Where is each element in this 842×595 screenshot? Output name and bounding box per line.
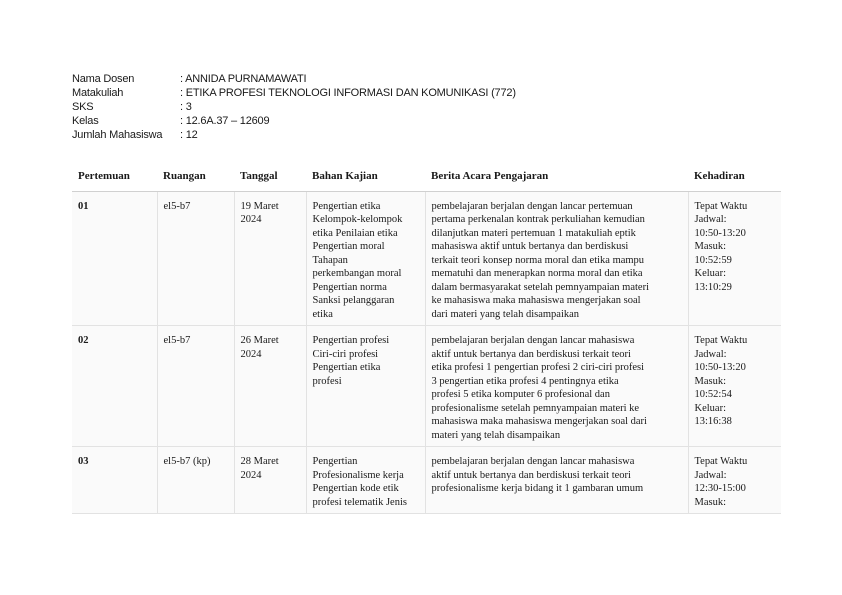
berita-line: aktif untuk bertanya dan berdiskusi terkait teori: [431, 348, 631, 360]
cell-ruangan: el5-b7: [157, 326, 234, 447]
course-info-row: [72, 72, 516, 86]
header-berita-acara: Berita Acara Pengajaran: [425, 162, 688, 191]
tanggal-line: 28 Maret: [240, 456, 279, 467]
berita-line: dari materi yang telah disampaikan: [431, 308, 580, 320]
cell-kehadiran: [688, 326, 781, 447]
bahan-line: profesi telematik Jenis: [312, 496, 407, 508]
bahan-line: Pengertian kode etik: [312, 483, 399, 494]
course-info-row: [72, 86, 516, 100]
course-info-row: [72, 128, 516, 142]
bahan-line: Profesionalisme kerja: [312, 469, 404, 481]
cell-bahan-kajian: [306, 191, 425, 326]
kehadiran-line: 10:52:59: [694, 254, 732, 266]
cell-tanggal: [234, 191, 306, 326]
bahan-line: Tahapan: [312, 254, 348, 266]
header-kehadiran: Kehadiran: [688, 162, 781, 191]
table-header-row: [72, 162, 781, 191]
berita-line: terkait teori konsep norma moral dan etika mampu: [431, 254, 645, 266]
cell-tanggal: [234, 447, 306, 514]
course-info-value: : 3: [180, 101, 192, 113]
header-pertemuan: Pertemuan: [72, 162, 157, 191]
cell-kehadiran: [688, 447, 781, 514]
course-info: [72, 72, 516, 142]
table-row: [72, 447, 781, 514]
bahan-line: profesi: [312, 375, 342, 387]
bahan-line: Pengertian: [312, 456, 358, 467]
berita-line: pembelajaran berjalan dengan lancar pertemuan: [431, 200, 633, 212]
bahan-line: Pengertian moral: [312, 241, 385, 252]
header-bahan-kajian: Bahan Kajian: [306, 162, 425, 191]
header-tanggal: Tanggal: [234, 162, 306, 191]
berita-line: pertama perkenalan kontrak perkuliahan kemudian: [431, 214, 645, 225]
kehadiran-line: 10:52:54: [694, 389, 732, 400]
table-row: [72, 191, 781, 326]
tanggal-line: 19 Maret: [240, 200, 279, 212]
kehadiran-line: Tepat Waktu: [694, 200, 748, 212]
berita-line: mahasiswa aktif untuk bertanya dan berdiskusi: [431, 241, 629, 252]
berita-line: ke mahasiswa maka mahasiswa mengerjakan soal: [431, 295, 641, 306]
cell-bahan-kajian: [306, 326, 425, 447]
kehadiran-line: Jadwal:: [694, 348, 727, 360]
course-info-value: : ANNIDA PURNAMAWATI: [180, 73, 307, 85]
table-row: [72, 326, 781, 447]
cell-tanggal: [234, 326, 306, 447]
bahan-line: Pengertian etika: [312, 362, 381, 373]
berita-line: pembelajaran berjalan dengan lancar mahasiswa: [431, 456, 635, 467]
cell-pertemuan: 03: [72, 447, 157, 514]
tanggal-line: 2024: [240, 469, 262, 481]
cell-kehadiran: [688, 191, 781, 326]
bahan-line: Ciri-ciri profesi: [312, 348, 379, 360]
cell-berita-acara: [425, 447, 688, 514]
course-info-label: Jumlah Mahasiswa: [72, 129, 163, 141]
kehadiran-line: Keluar:: [694, 268, 726, 279]
kehadiran-line: 10:50-13:20: [694, 362, 746, 373]
berita-line: mematuhi dan menerapkan norma moral dan etika: [431, 268, 643, 279]
kehadiran-line: Jadwal:: [694, 469, 727, 481]
course-info-label: Kelas: [72, 115, 99, 127]
kehadiran-line: Masuk:: [694, 241, 726, 252]
kehadiran-line: Keluar:: [694, 402, 726, 414]
kehadiran-line: Jadwal:: [694, 214, 727, 225]
berita-line: etika profesi 1 pengertian profesi 2 ciri-ciri profesi: [431, 362, 645, 373]
tanggal-line: 2024: [240, 214, 262, 225]
berita-line: aktif untuk bertanya dan berdiskusi terkait teori: [431, 469, 631, 481]
bahan-line: etika Penilaian etika: [312, 227, 398, 239]
course-info-label: Matakuliah: [72, 87, 124, 99]
berita-line: mahasiswa maka mahasiswa mengerjakan soal dari: [431, 416, 647, 427]
kehadiran-line: 12:30-15:00: [694, 483, 746, 494]
course-info-label: SKS: [72, 101, 94, 113]
kehadiran-line: Masuk:: [694, 496, 726, 508]
bahan-line: Kelompok-kelompok: [312, 214, 403, 225]
course-info-row: [72, 114, 516, 128]
bahan-line: Pengertian etika: [312, 200, 381, 212]
cell-berita-acara: [425, 326, 688, 447]
header-ruangan: Ruangan: [157, 162, 234, 191]
course-info-value: : 12: [180, 129, 198, 141]
cell-bahan-kajian: [306, 447, 425, 514]
kehadiran-line: Masuk:: [694, 375, 726, 387]
berita-line: materi yang telah disampaikan: [431, 429, 561, 441]
attendance-table: [72, 162, 781, 514]
kehadiran-line: Tepat Waktu: [694, 456, 748, 467]
cell-pertemuan: 01: [72, 191, 157, 326]
bahan-line: Pengertian profesi: [312, 335, 390, 346]
course-info-value: : 12.6A.37 – 12609: [180, 115, 270, 127]
bahan-line: Pengertian norma: [312, 281, 387, 293]
berita-line: pembelajaran berjalan dengan lancar mahasiswa: [431, 335, 635, 346]
berita-line: profesionalisme setelah pemnyampaian materi ke: [431, 402, 640, 414]
kehadiran-line: 13:10:29: [694, 281, 732, 293]
berita-line: profesionalisme kerja bidang it 1 gambaran umum: [431, 483, 644, 494]
cell-ruangan: el5-b7: [157, 191, 234, 326]
berita-line: 3 pengertian etika profesi 4 pentingnya etika: [431, 375, 619, 387]
berita-line: dilanjutkan materi pertemuan 1 matakuliah eptik: [431, 227, 636, 239]
tanggal-line: 26 Maret: [240, 335, 279, 346]
cell-berita-acara: [425, 191, 688, 326]
kehadiran-line: Tepat Waktu: [694, 335, 748, 346]
cell-ruangan: el5-b7 (kp): [157, 447, 234, 514]
bahan-line: etika: [312, 308, 333, 320]
berita-line: dalam bermasyarakat setelah pemnyampaian materi: [431, 281, 649, 293]
bahan-line: Sanksi pelanggaran: [312, 295, 395, 306]
kehadiran-line: 13:16:38: [694, 416, 732, 427]
tanggal-line: 2024: [240, 348, 262, 360]
bahan-line: perkembangan moral: [312, 268, 402, 279]
course-info-label: Nama Dosen: [72, 73, 135, 85]
course-info-value: : ETIKA PROFESI TEKNOLOGI INFORMASI DAN KOMUNIKASI (772): [180, 87, 516, 99]
berita-line: profesi 5 etika komputer 6 profesional dan: [431, 389, 610, 400]
kehadiran-line: 10:50-13:20: [694, 227, 746, 239]
course-info-row: [72, 100, 516, 114]
cell-pertemuan: 02: [72, 326, 157, 447]
